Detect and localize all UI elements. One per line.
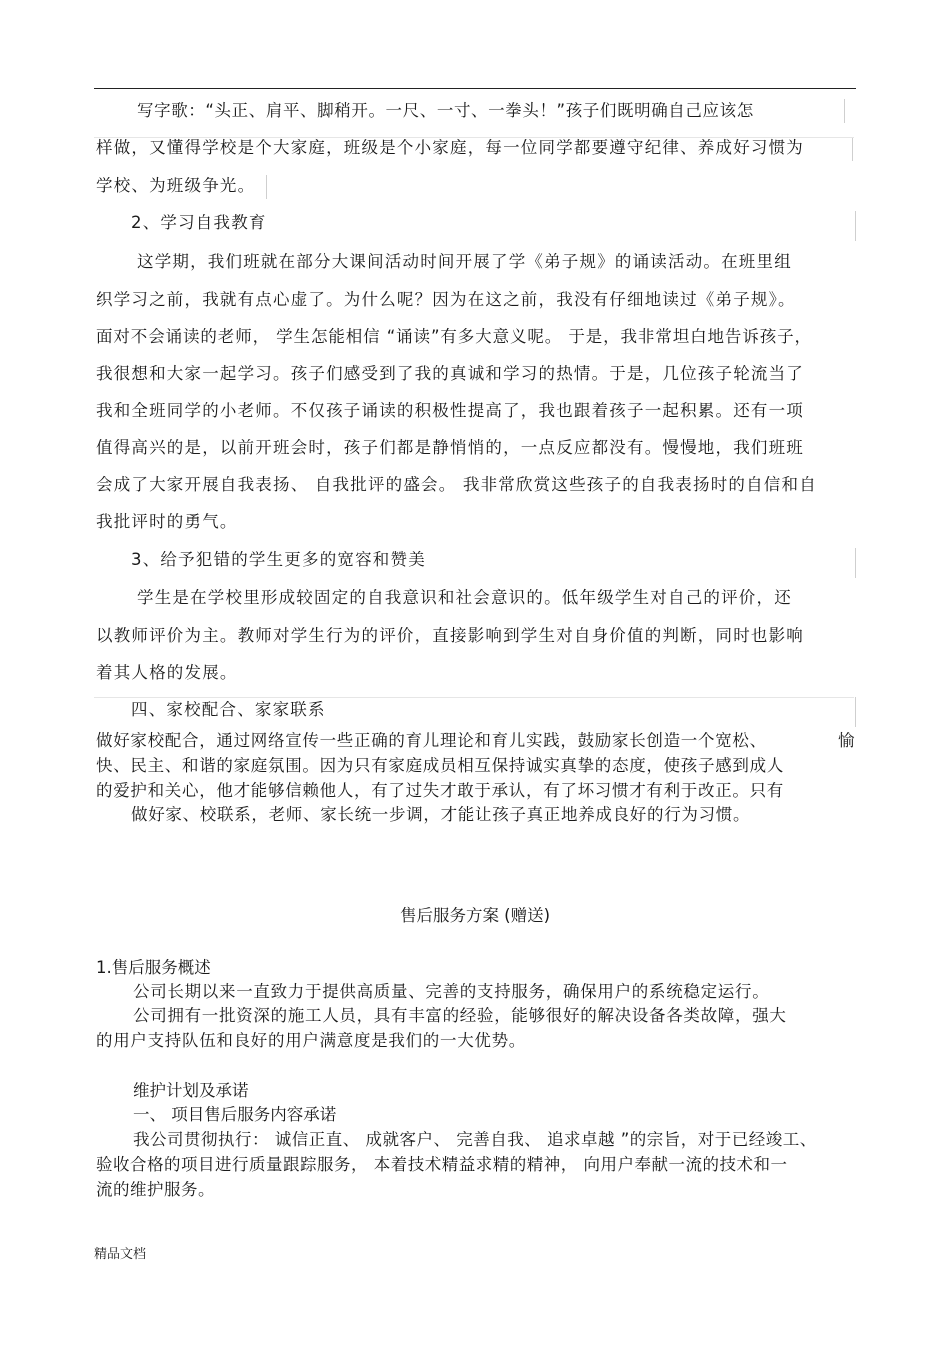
paragraph-line: 验收合格的项目进行质量跟踪服务， 本着技术精益求精的精神， 向用户奉献一流的技术和一	[96, 1155, 788, 1174]
section-heading: 1.售后服务概述	[96, 958, 211, 977]
margin-mark	[266, 175, 267, 199]
section-heading: 维护计划及承诺	[133, 1081, 249, 1100]
page-title: 售后服务方案 (赠送)	[399, 906, 551, 925]
paragraph-line: 流的维护服务。	[96, 1180, 215, 1199]
paragraph-line: 织学习之前，我就有点心虚了。为什么呢？因为在这之前，我没有仔细地读过《弟子规》。	[96, 290, 796, 309]
paragraph-line: 我很想和大家一起学习。孩子们感受到了我的真诚和学习的热情。于是，几位孩子轮流当了	[96, 364, 804, 383]
page-footer: 精品文档	[94, 1247, 147, 1262]
section-heading: 3、给予犯错的学生更多的宽容和赞美	[131, 550, 426, 569]
paragraph-line: 做好家校配合，通过网络宣传一些正确的育儿理论和育儿实践，鼓励家长创造一个宽松、	[96, 731, 767, 750]
paragraph-line: 面对不会诵读的老师， 学生怎能相信 “诵读”有多大意义呢。 于是，我非常坦白地告诉孩子，	[96, 327, 812, 346]
paragraph-line: 值得高兴的是，以前开班会时，孩子们都是静悄悄的，一点反应都没有。慢慢地，我们班班	[96, 438, 804, 457]
margin-mark	[855, 548, 856, 578]
paragraph-line: 公司长期以来一直致力于提供高质量、完善的支持服务，确保用户的系统稳定运行。	[133, 982, 770, 1001]
paragraph-line: 以教师评价为主。教师对学生行为的评价，直接影响到学生对自身价值的判断，同时也影响	[96, 626, 804, 645]
paragraph-line: 公司拥有一批资深的施工人员，具有丰富的经验，能够很好的解决设备各类故障，强大	[133, 1006, 787, 1025]
paragraph-line: 我公司贯彻执行： 诚信正直、 成就客户、 完善自我、 追求卓越 ”的宗旨，对于已经竣工、	[133, 1130, 817, 1149]
margin-mark	[852, 137, 853, 161]
paragraph-line: 着其人格的发展。	[96, 663, 238, 682]
margin-mark	[855, 697, 856, 727]
paragraph-line: 会成了大家开展自我表扬、 自我批评的盛会。 我非常欣赏这些孩子的自我表扬时的自信和自	[96, 475, 817, 494]
paragraph-line: 我和全班同学的小老师。不仅孩子诵读的积极性提高了，我也跟着孩子一起积累。还有一项	[96, 401, 804, 420]
section-heading: 一、 项目售后服务内容承诺	[133, 1105, 337, 1124]
margin-mark	[855, 211, 856, 241]
paragraph-line: 学校、为班级争光。	[96, 176, 256, 195]
paragraph-line: 学生是在学校里形成较固定的自我意识和社会意识的。低年级学生对自己的评价，还	[137, 588, 792, 607]
margin-mark	[94, 697, 854, 698]
paragraph-line: 写字歌：“头正、肩平、脚稍开。一尺、一寸、一拳头！”孩子们既明确自己应该怎	[137, 101, 754, 120]
paragraph-line: 愉	[838, 731, 855, 750]
paragraph-line: 这学期，我们班就在部分大课间活动时间开展了学《弟子规》的诵读活动。在班里组	[137, 252, 792, 271]
section-heading: 2、学习自我教育	[131, 213, 267, 232]
paragraph-line: 我批评时的勇气。	[96, 512, 238, 531]
section-heading: 四、家校配合、家家联系	[131, 700, 326, 719]
paragraph-line: 的爱护和关心，他才能够信赖他人，有了过失才敢于承认，有了坏习惯才有利于改正。只有	[96, 781, 784, 800]
paragraph-line: 做好家、校联系，老师、家长统一步调，才能让孩子真正地养成良好的行为习惯。	[131, 805, 751, 824]
paragraph-line: 样做，又懂得学校是个大家庭，班级是个小家庭，每一位同学都要遵守纪律、养成好习惯为	[96, 138, 804, 157]
margin-mark	[844, 99, 845, 123]
paragraph-line: 的用户支持队伍和良好的用户满意度是我们的一大优势。	[96, 1031, 526, 1050]
paragraph-line: 快、民主、和谐的家庭氛围。因为只有家庭成员相互保持诚实真挚的态度，使孩子感到成人	[96, 756, 784, 775]
header-rule	[94, 88, 856, 89]
